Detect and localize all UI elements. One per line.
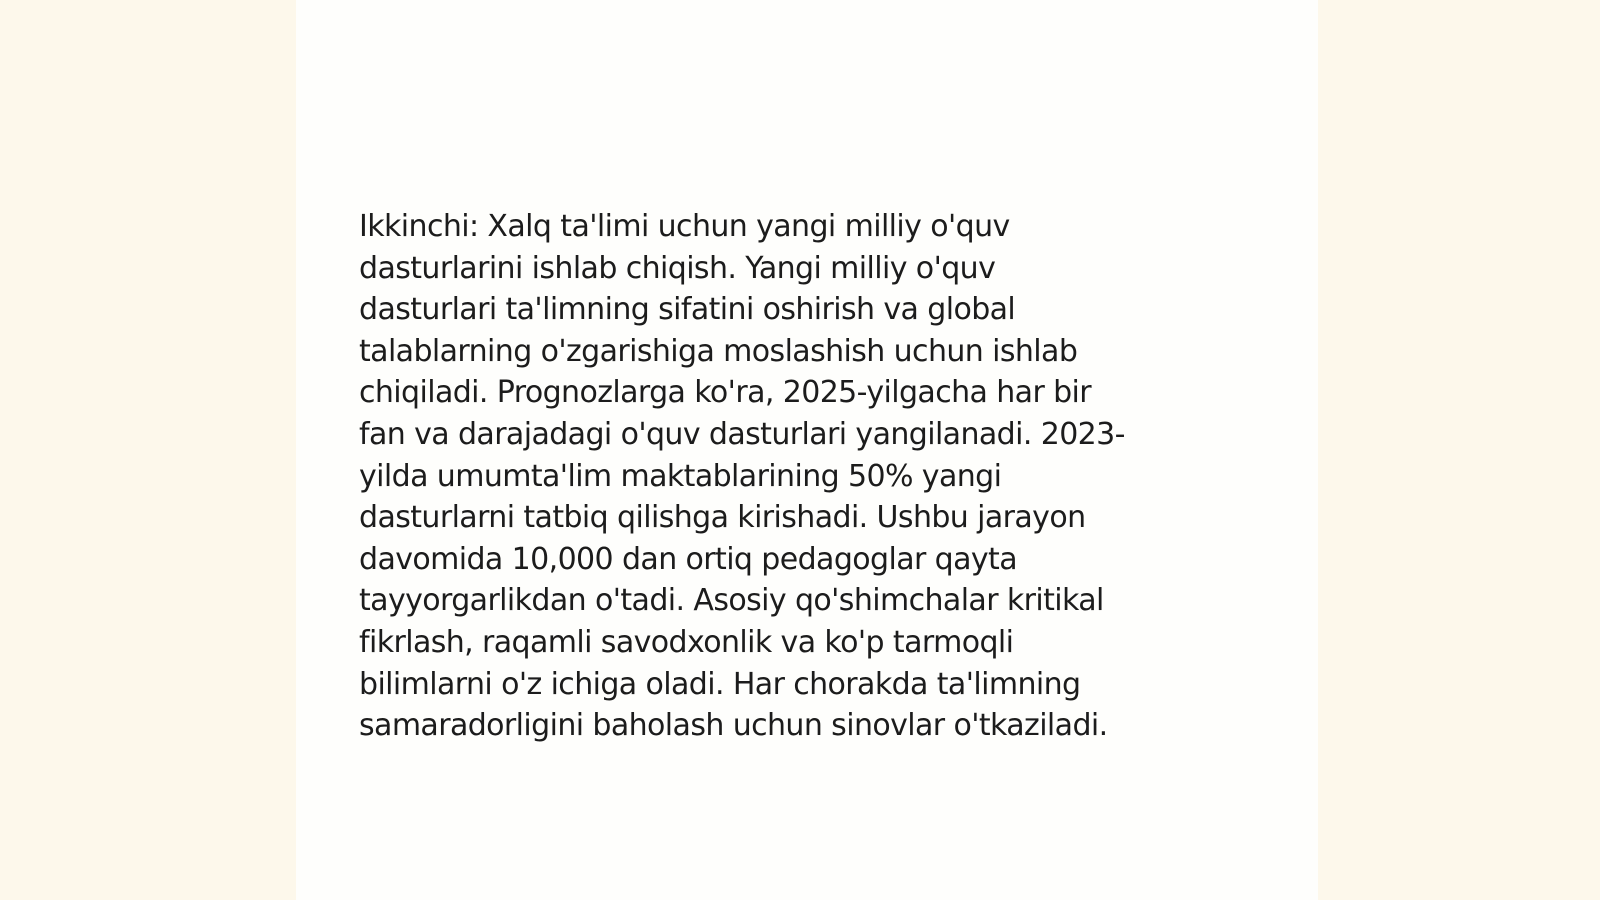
paragraph-line: dasturlarini ishlab chiqish. Yangi milliy o'quv [359, 250, 996, 286]
paragraph-line: tayyorgarlikdan o'tadi. Asosiy qo'shimchalar kritikal [359, 583, 1104, 619]
paragraph-line: fikrlash, raqamli savodxonlik va ko'p tarmoqli [359, 624, 1014, 660]
paragraph-line: dasturlari ta'limning sifatini oshirish va global [359, 292, 1016, 328]
paragraph-line: talablarning o'zgarishiga moslashish uchun ishlab [359, 333, 1078, 369]
paragraph-line: yilda umumta'lim maktablarining 50% yangi [359, 458, 1002, 494]
body-paragraph [359, 206, 1219, 747]
paragraph-line: bilimlarni o'z ichiga oladi. Har chorakda ta'limning [359, 666, 1081, 702]
paragraph-line: davomida 10,000 dan ortiq pedagoglar qayta [359, 541, 1017, 577]
paragraph-line: samaradorligini baholash uchun sinovlar o'tkaziladi. [359, 708, 1108, 744]
paragraph-line: chiqiladi. Prognozlarga ko'ra, 2025-yilgacha har bir [359, 375, 1092, 411]
paragraph-line: Ikkinchi: Xalq ta'limi uchun yangi milliy o'quv [359, 209, 1010, 244]
right-margin-panel [1318, 0, 1600, 900]
paragraph-line: fan va darajadagi o'quv dasturlari yangilanadi. 2023- [359, 416, 1125, 452]
left-margin-panel [0, 0, 296, 900]
paragraph-line: dasturlarni tatbiq qilishga kirishadi. Ushbu jarayon [359, 500, 1086, 536]
document-page [296, 0, 1318, 900]
